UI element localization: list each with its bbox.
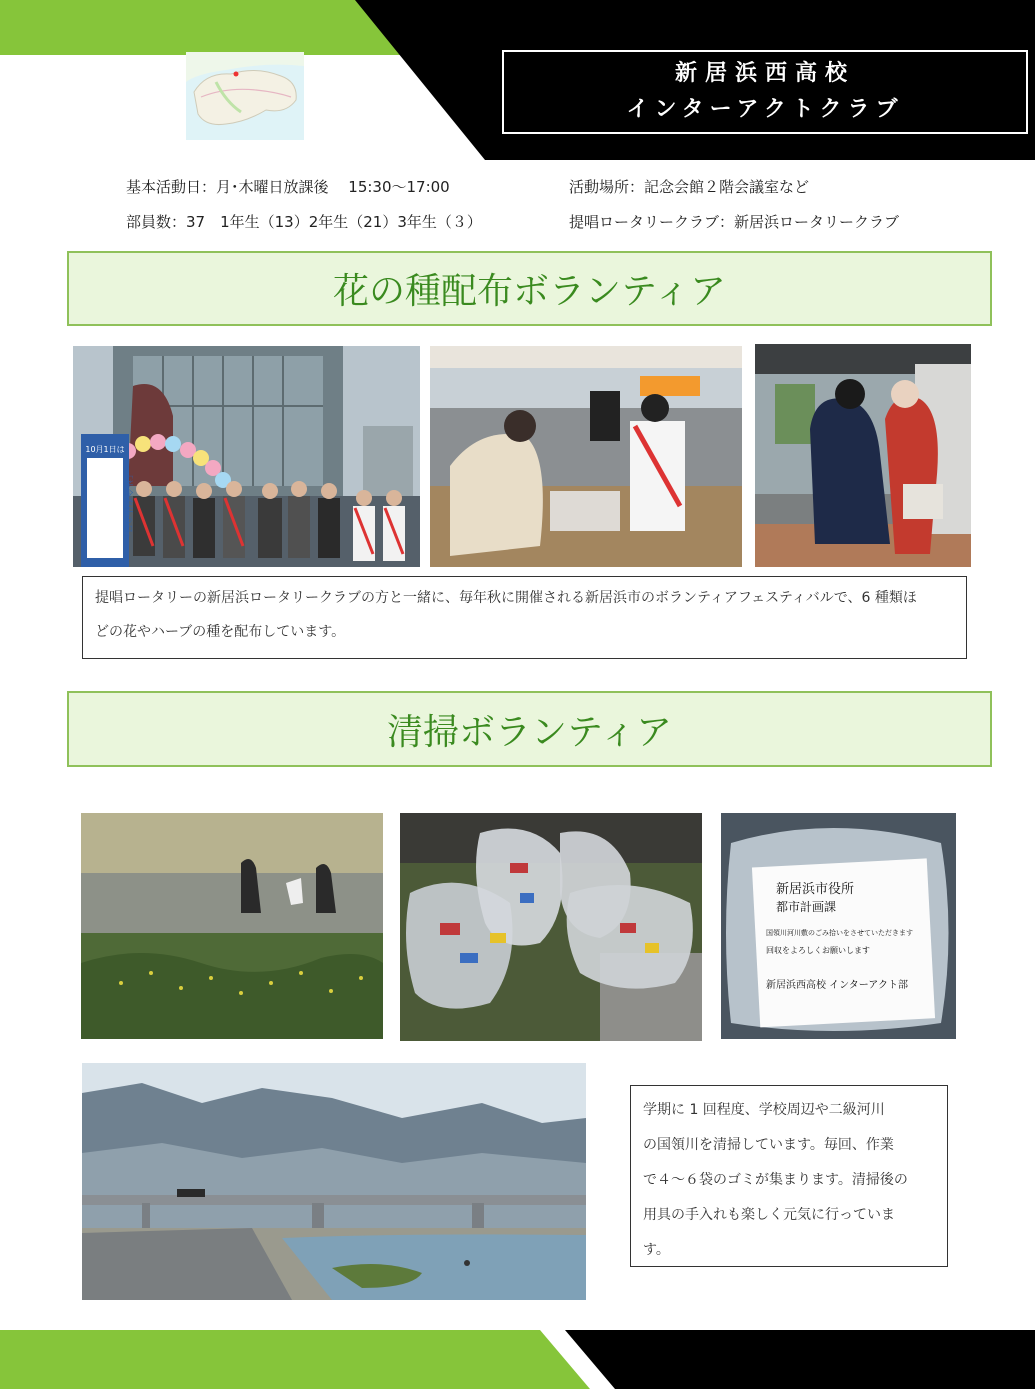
- photo-garbage-bag-note: [721, 813, 956, 1039]
- section1-caption-box: [82, 576, 967, 659]
- sign-main-text: 「社会奉仕の日」: [122, 469, 132, 543]
- footer-green-strip: [0, 1330, 605, 1389]
- caption-line: 学期に 1 回程度、学校周辺や二級河川: [643, 1102, 885, 1118]
- school-name: 新居浜西高校: [674, 61, 855, 86]
- caption-line: どの花やハーブの種を配布しています。: [95, 624, 346, 640]
- photo-rotary-group: [73, 346, 420, 567]
- note-line: 回収をよろしくお願いします: [766, 946, 870, 955]
- caption-line: 提唱ロータリーの新居浜ロータリークラブの方と一緒に、毎年秋に開催される新居浜市のボランティアフェスティバルで、6 種類ほ: [95, 590, 917, 606]
- sign-date-text: 10月1日は: [85, 445, 125, 454]
- section-title-cleanup: [67, 691, 992, 767]
- section-title-text: 清掃ボランティア: [386, 711, 673, 753]
- note-line: 国領川河川敷のごみ拾いをさせていただきます: [766, 929, 913, 937]
- photo-kokuryo-river: [82, 1063, 586, 1300]
- note-line: 新居浜市役所: [776, 882, 855, 897]
- section-title-flower-seeds: [67, 251, 992, 326]
- note-line: 新居浜西高校 インターアクト部: [766, 980, 908, 991]
- club-name: インターアクトクラブ: [626, 97, 904, 122]
- caption-line: 用具の手入れも楽しく元気に行っていま: [643, 1207, 895, 1223]
- caption-line: で４～６袋のゴミが集まります。清掃後の: [643, 1172, 908, 1188]
- sponsor-club: 提唱ロータリークラブ：新居浜ロータリークラブ: [569, 213, 900, 231]
- club-title-box: [502, 50, 1028, 134]
- activity-days: 基本活動日：月･木曜日放課後 15:30～17:00: [126, 178, 450, 196]
- activity-place: 活動場所：記念会館２階会議室など: [569, 178, 810, 196]
- caption-line: す。: [643, 1242, 670, 1258]
- footer-black-band: [545, 1330, 1035, 1389]
- section-title-text: 花の種配布ボランティア: [332, 271, 727, 312]
- member-count: 部員数：37 1年生（13）2年生（21）3年生（３）: [126, 213, 482, 231]
- photo-riverbank-cleanup: [81, 813, 383, 1039]
- section2-caption-box: [630, 1085, 948, 1267]
- caption-line: の国領川を清掃しています。毎回、作業: [643, 1137, 894, 1153]
- photo-collected-garbage-bags: [400, 813, 702, 1041]
- note-line: 都市計画課: [776, 900, 837, 914]
- shikoku-map-image: [186, 52, 304, 140]
- photo-distribution-entrance: [755, 344, 971, 567]
- header-green-strip: [0, 0, 410, 55]
- photo-seed-distribution-table: [430, 346, 742, 567]
